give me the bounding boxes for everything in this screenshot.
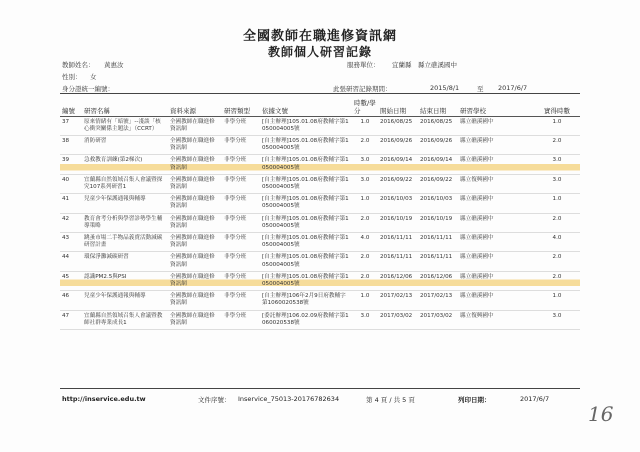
cell-hours: 2.0: [352, 135, 378, 154]
handwritten-page-number: 16: [588, 402, 614, 426]
cell-source: 全國教師在職進修資訊網: [168, 174, 222, 193]
cell-venue: 縣立礁溪國中: [458, 194, 534, 213]
cell-hours: 3.0: [352, 174, 378, 193]
col-hours: 時數/學分: [352, 97, 378, 116]
cell-no: 40: [60, 174, 82, 193]
cell-no: 42: [60, 213, 82, 232]
table-row: [60, 310, 580, 329]
cell-hours: 3.0: [352, 155, 378, 174]
cell-actual: 2.0: [534, 252, 580, 271]
cell-end: 2016/11/11: [418, 252, 458, 271]
cell-course: 認識PM2.5與PSI: [82, 271, 168, 290]
page-info: 第 4 頁 / 共 5 頁: [366, 396, 415, 404]
cell-no: 37: [60, 116, 82, 135]
table-row: [60, 232, 580, 251]
cell-actual: 3.0: [534, 310, 580, 329]
cell-doc: [自主辦理]105.01.08府教輔字第1050004005號: [260, 271, 352, 290]
table-row: [60, 291, 580, 310]
cell-doc: [自主辦理]105.01.08府教輔字第1050004005號: [260, 135, 352, 154]
cell-course: 宜蘭縣自然領域召集人會議暨教師社群專業成長1: [82, 310, 168, 329]
cell-source: 全國教師在職進修資訊網: [168, 135, 222, 154]
col-no: 編號: [60, 97, 82, 116]
cell-start: 2016/12/06: [378, 271, 418, 290]
cell-doc: [自主辦理]105.01.08府教輔字第1050004005號: [260, 116, 352, 135]
cell-start: 2017/03/02: [378, 310, 418, 329]
col-venue: 研習學校: [458, 97, 534, 116]
cell-end: 2016/12/06: [418, 271, 458, 290]
cell-source: 全國教師在職進修資訊網: [168, 213, 222, 232]
cell-type: 非學分班: [222, 135, 260, 154]
cell-course: 兒童少年保護通報與輔導: [82, 291, 168, 310]
cell-venue: 縣立礁溪國中: [458, 135, 534, 154]
cell-end: 2016/10/19: [418, 213, 458, 232]
cell-no: 43: [60, 232, 82, 251]
cell-doc: [自主辦理]105.01.08府教輔字第1050004005號: [260, 232, 352, 251]
table-header-row: [60, 97, 580, 116]
cell-course: 急救教育訓練(第2梯次): [82, 155, 168, 174]
table-row: [60, 174, 580, 193]
cell-type: 非學分班: [222, 116, 260, 135]
cell-start: 2016/11/11: [378, 252, 418, 271]
cell-venue: 縣立礁溪國中: [458, 155, 534, 174]
cell-doc: [自主辦理]105.01.08府教輔字第1050004005號: [260, 252, 352, 271]
cell-venue: 縣立礁溪國中: [458, 271, 534, 290]
cell-venue: 縣立礁溪國中: [458, 291, 534, 310]
record-title: 教師個人研習記錄: [267, 45, 372, 59]
cell-actual: 2.0: [534, 271, 580, 290]
teacher-name-label: 教師姓名：: [62, 61, 95, 69]
cell-source: 全國教師在職進修資訊網: [168, 252, 222, 271]
school-label: 服務單位：: [347, 61, 380, 69]
cell-actual: 3.0: [534, 174, 580, 193]
period-label: 此張研習記錄期間：: [333, 85, 392, 93]
cell-no: 45: [60, 271, 82, 290]
cell-hours: 4.0: [352, 232, 378, 251]
cell-end: 2016/08/25: [418, 116, 458, 135]
cell-doc: [委託辦理]106.02.09府教輔字第1060020538號: [260, 310, 352, 329]
cell-end: 2016/11/11: [418, 232, 458, 251]
cell-course: 宜蘭縣自然領域召集人會議暨探究107系列研習1: [82, 174, 168, 193]
doc-no: Inservice_75013-20176782634: [238, 395, 340, 403]
period-start: 2015/8/1: [430, 84, 460, 92]
table-row: [60, 252, 580, 271]
cell-venue: 縣立礁溪國中: [458, 213, 534, 232]
cell-end: 2016/09/26: [418, 135, 458, 154]
cell-start: 2016/09/26: [378, 135, 418, 154]
col-source: 資料來源: [168, 97, 222, 116]
training-record-table: [60, 97, 580, 330]
cell-type: 非學分班: [222, 291, 260, 310]
col-course: 研習名稱: [82, 97, 168, 116]
col-end: 結束日期: [418, 97, 458, 116]
cell-hours: 2.0: [352, 213, 378, 232]
cell-start: 2016/10/03: [378, 194, 418, 213]
cell-doc: [自主辦理]106年2月9日府教輔字第1060020538號: [260, 291, 352, 310]
cell-actual: 2.0: [534, 213, 580, 232]
cell-venue: 縣立復興國中: [458, 310, 534, 329]
cell-end: 2016/10/03: [418, 194, 458, 213]
gender-label: 性別：: [62, 73, 82, 81]
cell-venue: 縣立礁溪國中: [458, 232, 534, 251]
col-type: 研習類型: [222, 97, 260, 116]
cell-actual: 2.0: [534, 135, 580, 154]
cell-doc: [自主辦理]105.01.08府教輔字第1050004005號: [260, 194, 352, 213]
cell-hours: 1.0: [352, 116, 378, 135]
cell-source: 全國教師在職進修資訊網: [168, 155, 222, 174]
cell-type: 非學分班: [222, 155, 260, 174]
period-end: 2017/6/7: [498, 84, 528, 92]
footer-divider: [60, 388, 580, 389]
cell-start: 2016/08/25: [378, 116, 418, 135]
table-row: [60, 116, 580, 135]
cell-hours: 3.0: [352, 310, 378, 329]
cell-doc: [自主辦理]105.01.08府教輔字第1050004005號: [260, 213, 352, 232]
cell-start: 2017/02/13: [378, 291, 418, 310]
cell-course: 環保淨灘減碳研習: [82, 252, 168, 271]
gender: 女: [90, 73, 97, 81]
footer-url: http://inservice.edu.tw: [62, 395, 146, 403]
cell-course: 消防研習: [82, 135, 168, 154]
cell-venue: 縣立復興國中: [458, 174, 534, 193]
cell-no: 39: [60, 155, 82, 174]
col-actual: 實得時數: [534, 97, 580, 116]
cell-source: 全國教師在職進修資訊網: [168, 194, 222, 213]
cell-start: 2016/09/22: [378, 174, 418, 193]
id-label: 身分證統一編號：: [62, 85, 114, 93]
cell-actual: 3.0: [534, 155, 580, 174]
cell-type: 非學分班: [222, 174, 260, 193]
cell-actual: 1.0: [534, 291, 580, 310]
cell-type: 非學分班: [222, 232, 260, 251]
cell-course: 跳蚤市場二手物品義賣活動減碳研習計畫: [82, 232, 168, 251]
cell-type: 非學分班: [222, 252, 260, 271]
cell-type: 非學分班: [222, 213, 260, 232]
cell-start: 2016/11/11: [378, 232, 418, 251]
cell-source: 全國教師在職進修資訊網: [168, 291, 222, 310]
cell-hours: 2.0: [352, 252, 378, 271]
cell-end: 2017/03/02: [418, 310, 458, 329]
table-row: [60, 194, 580, 213]
cell-course: 兒童少年保護通報與輔導: [82, 194, 168, 213]
col-start: 開始日期: [378, 97, 418, 116]
cell-type: 非學分班: [222, 271, 260, 290]
cell-hours: 1.0: [352, 194, 378, 213]
site-title: 全國教師在職進修資訊網: [242, 29, 397, 44]
cell-end: 2016/09/22: [418, 174, 458, 193]
cell-hours: 1.0: [352, 291, 378, 310]
cell-no: 41: [60, 194, 82, 213]
cell-doc: [自主辦理]105.01.08府教輔字第1050004005號: [260, 155, 352, 174]
cell-type: 非學分班: [222, 310, 260, 329]
cell-end: 2016/09/14: [418, 155, 458, 174]
cell-no: 47: [60, 310, 82, 329]
cell-doc: [自主辦理]105.01.08府教輔字第1050004005號: [260, 174, 352, 193]
period-to: 至: [477, 85, 484, 93]
cell-course: 原來情緒有「暗號」--淺談「核心衝突關係主題法」（CCRT）: [82, 116, 168, 135]
cell-actual: 1.0: [534, 116, 580, 135]
print-date: 2017/6/7: [520, 395, 550, 403]
cell-source: 全國教師在職進修資訊網: [168, 271, 222, 290]
doc-no-label: 文件序號：: [198, 396, 231, 404]
cell-no: 44: [60, 252, 82, 271]
teacher-name: 黃惠汝: [104, 61, 124, 69]
col-doc: 依據文號: [260, 97, 352, 116]
school: 宜蘭縣 縣立礁溪國中: [392, 61, 457, 69]
table-row: [60, 155, 580, 174]
cell-source: 全國教師在職進修資訊網: [168, 116, 222, 135]
cell-actual: 1.0: [534, 194, 580, 213]
print-date-label: 列印日期：: [458, 396, 491, 404]
cell-start: 2016/10/19: [378, 213, 418, 232]
cell-actual: 4.0: [534, 232, 580, 251]
table-row: [60, 271, 580, 290]
cell-hours: 2.0: [352, 271, 378, 290]
cell-type: 非學分班: [222, 194, 260, 213]
cell-venue: 縣立礁溪國中: [458, 252, 534, 271]
cell-start: 2016/09/14: [378, 155, 418, 174]
cell-source: 全國教師在職進修資訊網: [168, 310, 222, 329]
cell-no: 38: [60, 135, 82, 154]
table-row: [60, 213, 580, 232]
cell-venue: 縣立礁溪國中: [458, 116, 534, 135]
cell-end: 2017/02/13: [418, 291, 458, 310]
header-divider: [60, 93, 580, 94]
table-row: [60, 135, 580, 154]
cell-source: 全國教師在職進修資訊網: [168, 232, 222, 251]
cell-no: 46: [60, 291, 82, 310]
cell-course: 教育會考分析與學習診勢學生輔導策略: [82, 213, 168, 232]
